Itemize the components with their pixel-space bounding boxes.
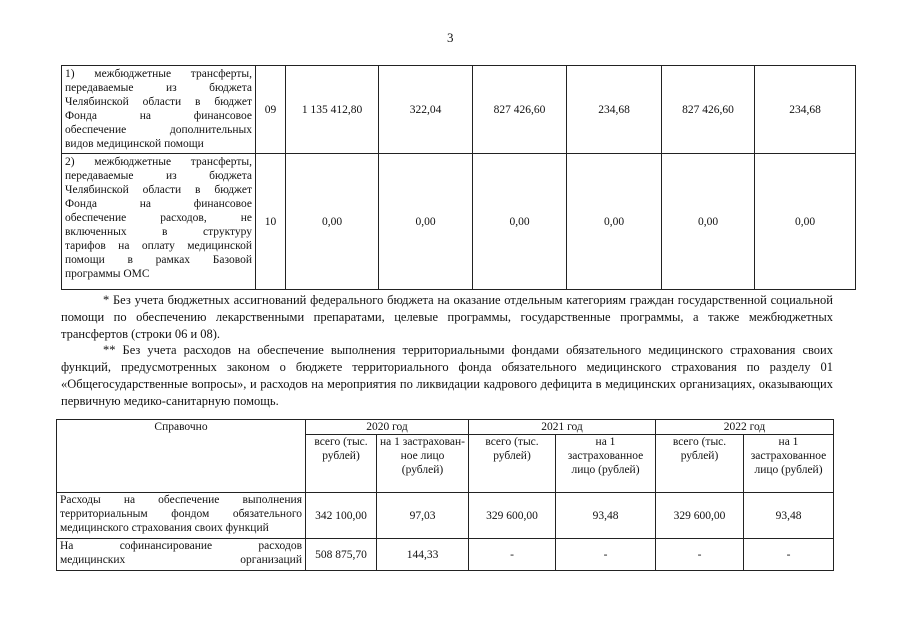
subheader-per-insured: на 1 застрахованное лицо (рублей) xyxy=(556,435,656,493)
table-cell: - xyxy=(744,539,834,571)
table-row xyxy=(57,539,834,571)
table-cell: 0,00 xyxy=(662,154,755,290)
table-cell: 329 600,00 xyxy=(469,493,556,539)
reference-table xyxy=(56,419,834,571)
table-cell: 234,68 xyxy=(567,66,662,154)
year-2022-header: 2022 год xyxy=(656,420,834,435)
header-row xyxy=(57,420,834,435)
subheader-per-insured: на 1 застрахован-ное лицо (рублей) xyxy=(377,435,469,493)
row-code: 10 xyxy=(256,154,286,290)
table-cell: 97,03 xyxy=(377,493,469,539)
subheader-total: всего (тыс. рублей) xyxy=(656,435,744,493)
table-cell: 322,04 xyxy=(379,66,473,154)
table-cell: 1 135 412,80 xyxy=(286,66,379,154)
table-cell: 827 426,60 xyxy=(473,66,567,154)
table-row xyxy=(57,493,834,539)
row-label: На софинансирование расходов медицинских организаций xyxy=(57,539,306,571)
table-cell: 234,68 xyxy=(755,66,856,154)
subheader-per-insured: на 1 застрахованное лицо (рублей) xyxy=(744,435,834,493)
table-cell: 0,00 xyxy=(473,154,567,290)
table-row xyxy=(62,154,856,290)
table-cell: 508 875,70 xyxy=(306,539,377,571)
table-cell: 0,00 xyxy=(567,154,662,290)
row-code: 09 xyxy=(256,66,286,154)
row-description: 1) межбюджетные трансферты, передаваемые из бюджета Челябинской области в бюджет Фонда на финансовое обеспечение дополнительных видов медицинской помощи xyxy=(62,66,256,154)
table-cell: 93,48 xyxy=(744,493,834,539)
row-label: Расходы на обеспечение выполнения территориальным фондом обязательного медицинского страхования своих функций xyxy=(57,493,306,539)
footnote-double-star: ** Без учета расходов на обеспечение выполнения территориальными фондами обязательного медицинского страхования своих функций, предусмотренных законом о бюджете территориального фонда обязательного медицинского страхования по разделу 01 «Общегосударственные вопросы», и расходов на мероприятия по ликвидации кадрового дефицита в медицинских организациях, оказывающих первичную медико-санитарную помощь. xyxy=(61,343,833,408)
table-row xyxy=(62,66,856,154)
row-description: 2) межбюджетные трансферты, передаваемые из бюджета Челябинской области в бюджет Фонда на финансовое обеспечение расходов, не включенных в структуру тарифов на оплату медицинской помощи в рамках Базовой программы ОМС xyxy=(62,154,256,290)
table-cell: 0,00 xyxy=(379,154,473,290)
year-2021-header: 2021 год xyxy=(469,420,656,435)
table-cell: 0,00 xyxy=(755,154,856,290)
table-cell: 0,00 xyxy=(286,154,379,290)
footnote-single-star: * Без учета бюджетных ассигнований федерального бюджета на оказание отдельным категориям граждан государственной социальной помощи по обеспечению лекарственными препаратами, целевые программы, государственные программы, а также межбюджетных трансфертов (строки 06 и 08). xyxy=(61,293,833,341)
year-2020-header: 2020 год xyxy=(306,420,469,435)
table-cell: 144,33 xyxy=(377,539,469,571)
table-cell: 827 426,60 xyxy=(662,66,755,154)
table-cell: - xyxy=(469,539,556,571)
reference-label-header: Справочно xyxy=(57,420,306,493)
table-cell: 93,48 xyxy=(556,493,656,539)
table-cell: 342 100,00 xyxy=(306,493,377,539)
subheader-total: всего (тыс. рублей) xyxy=(469,435,556,493)
table-cell: - xyxy=(556,539,656,571)
table-cell: 329 600,00 xyxy=(656,493,744,539)
page-number: 3 xyxy=(447,30,454,45)
subheader-total: всего (тыс. рублей) xyxy=(306,435,377,493)
table-cell: - xyxy=(656,539,744,571)
transfers-table xyxy=(61,65,856,290)
